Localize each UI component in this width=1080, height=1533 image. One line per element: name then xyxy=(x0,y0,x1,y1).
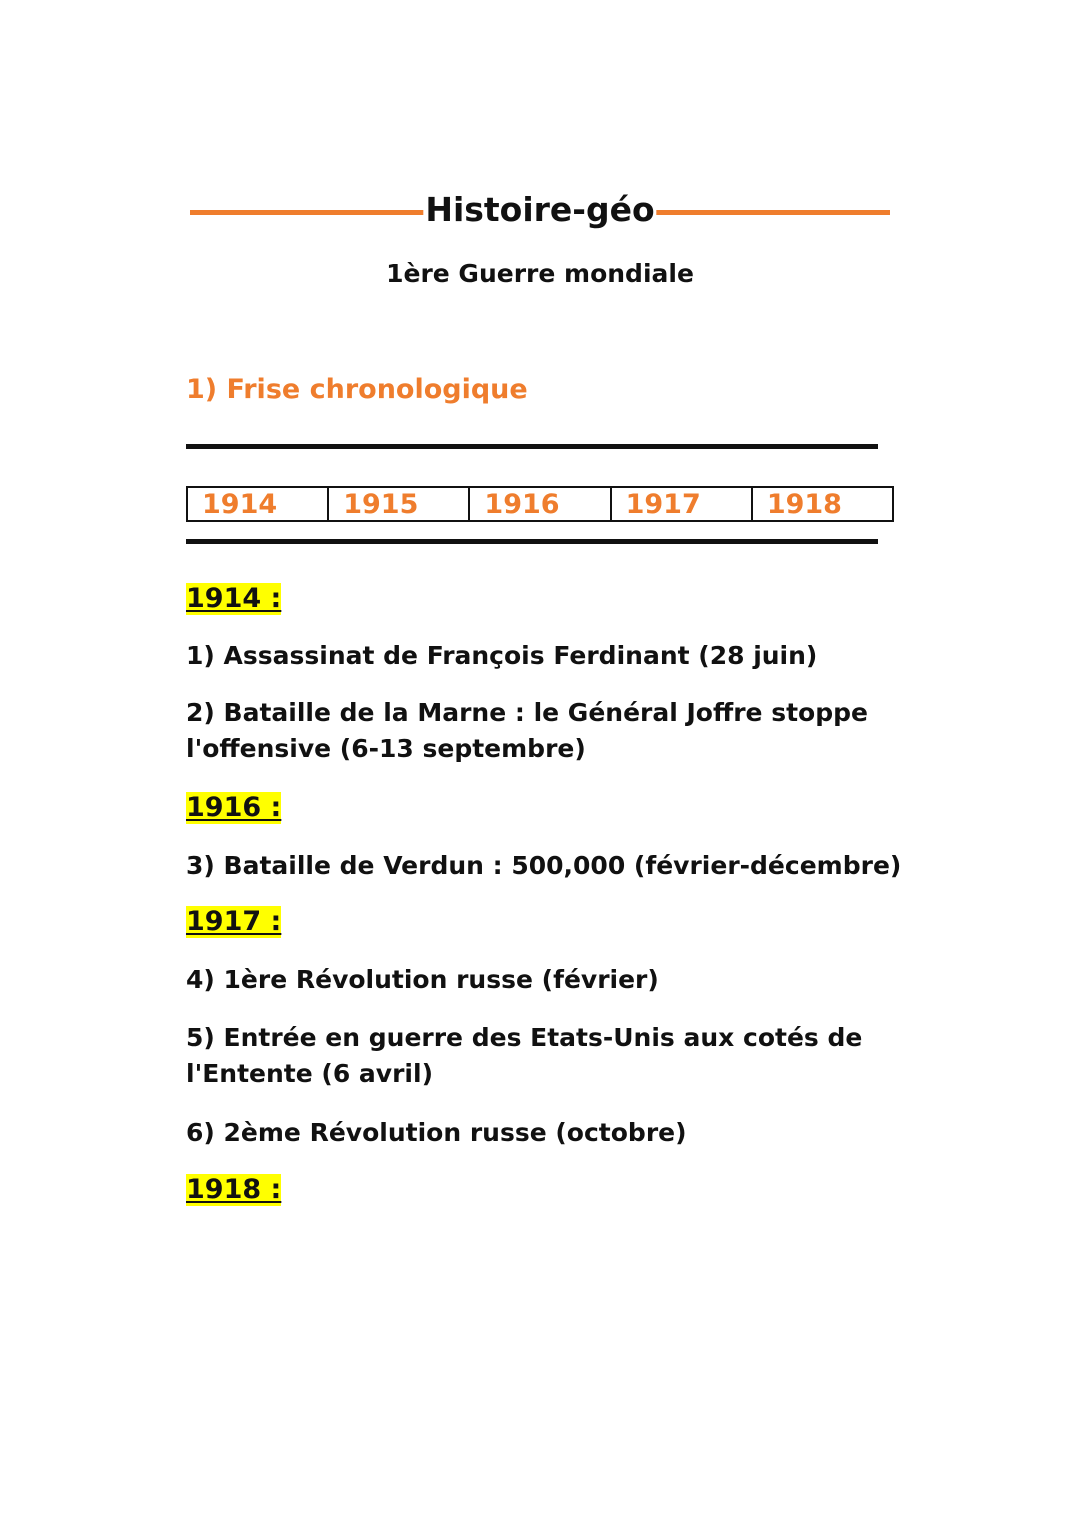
timeline-cell-1915: 1915 xyxy=(329,488,470,520)
timeline-cell-1918: 1918 xyxy=(766,488,842,520)
year-heading-1916: 1916 : xyxy=(186,792,282,823)
event-item: 4) 1ère Révolution russe (février) xyxy=(186,965,659,994)
timeline-cell-1914: 1914 xyxy=(188,488,329,520)
timeline-cell-1917: 1917 xyxy=(612,488,753,520)
timeline-bottom-rule xyxy=(186,539,878,544)
timeline-top-rule xyxy=(186,444,878,449)
year-heading-1917: 1917 : xyxy=(186,906,282,937)
event-item: 2) Bataille de la Marne : le Général Joffre stoppe l'offensive (6-13 septembre) xyxy=(186,698,868,763)
year-heading-1914: 1914 : xyxy=(186,583,282,614)
event-item: 3) Bataille de Verdun : 500,000 (février-décembre) xyxy=(186,851,902,880)
event-item: 5) Entrée en guerre des Etats-Unis aux cotés de l'Entente (6 avril) xyxy=(186,1023,863,1088)
page-title: Histoire-géo xyxy=(423,186,656,234)
year-heading-1918: 1918 : xyxy=(186,1174,282,1205)
page-subtitle: 1ère Guerre mondiale xyxy=(386,259,694,288)
section-heading: 1) Frise chronologique xyxy=(186,374,528,405)
timeline xyxy=(186,486,894,522)
event-item: 1) Assassinat de François Ferdinant (28 juin) xyxy=(186,641,818,670)
title-block xyxy=(190,186,890,238)
event-item: 6) 2ème Révolution russe (octobre) xyxy=(186,1118,687,1147)
timeline-cell-1916: 1916 xyxy=(470,488,611,520)
